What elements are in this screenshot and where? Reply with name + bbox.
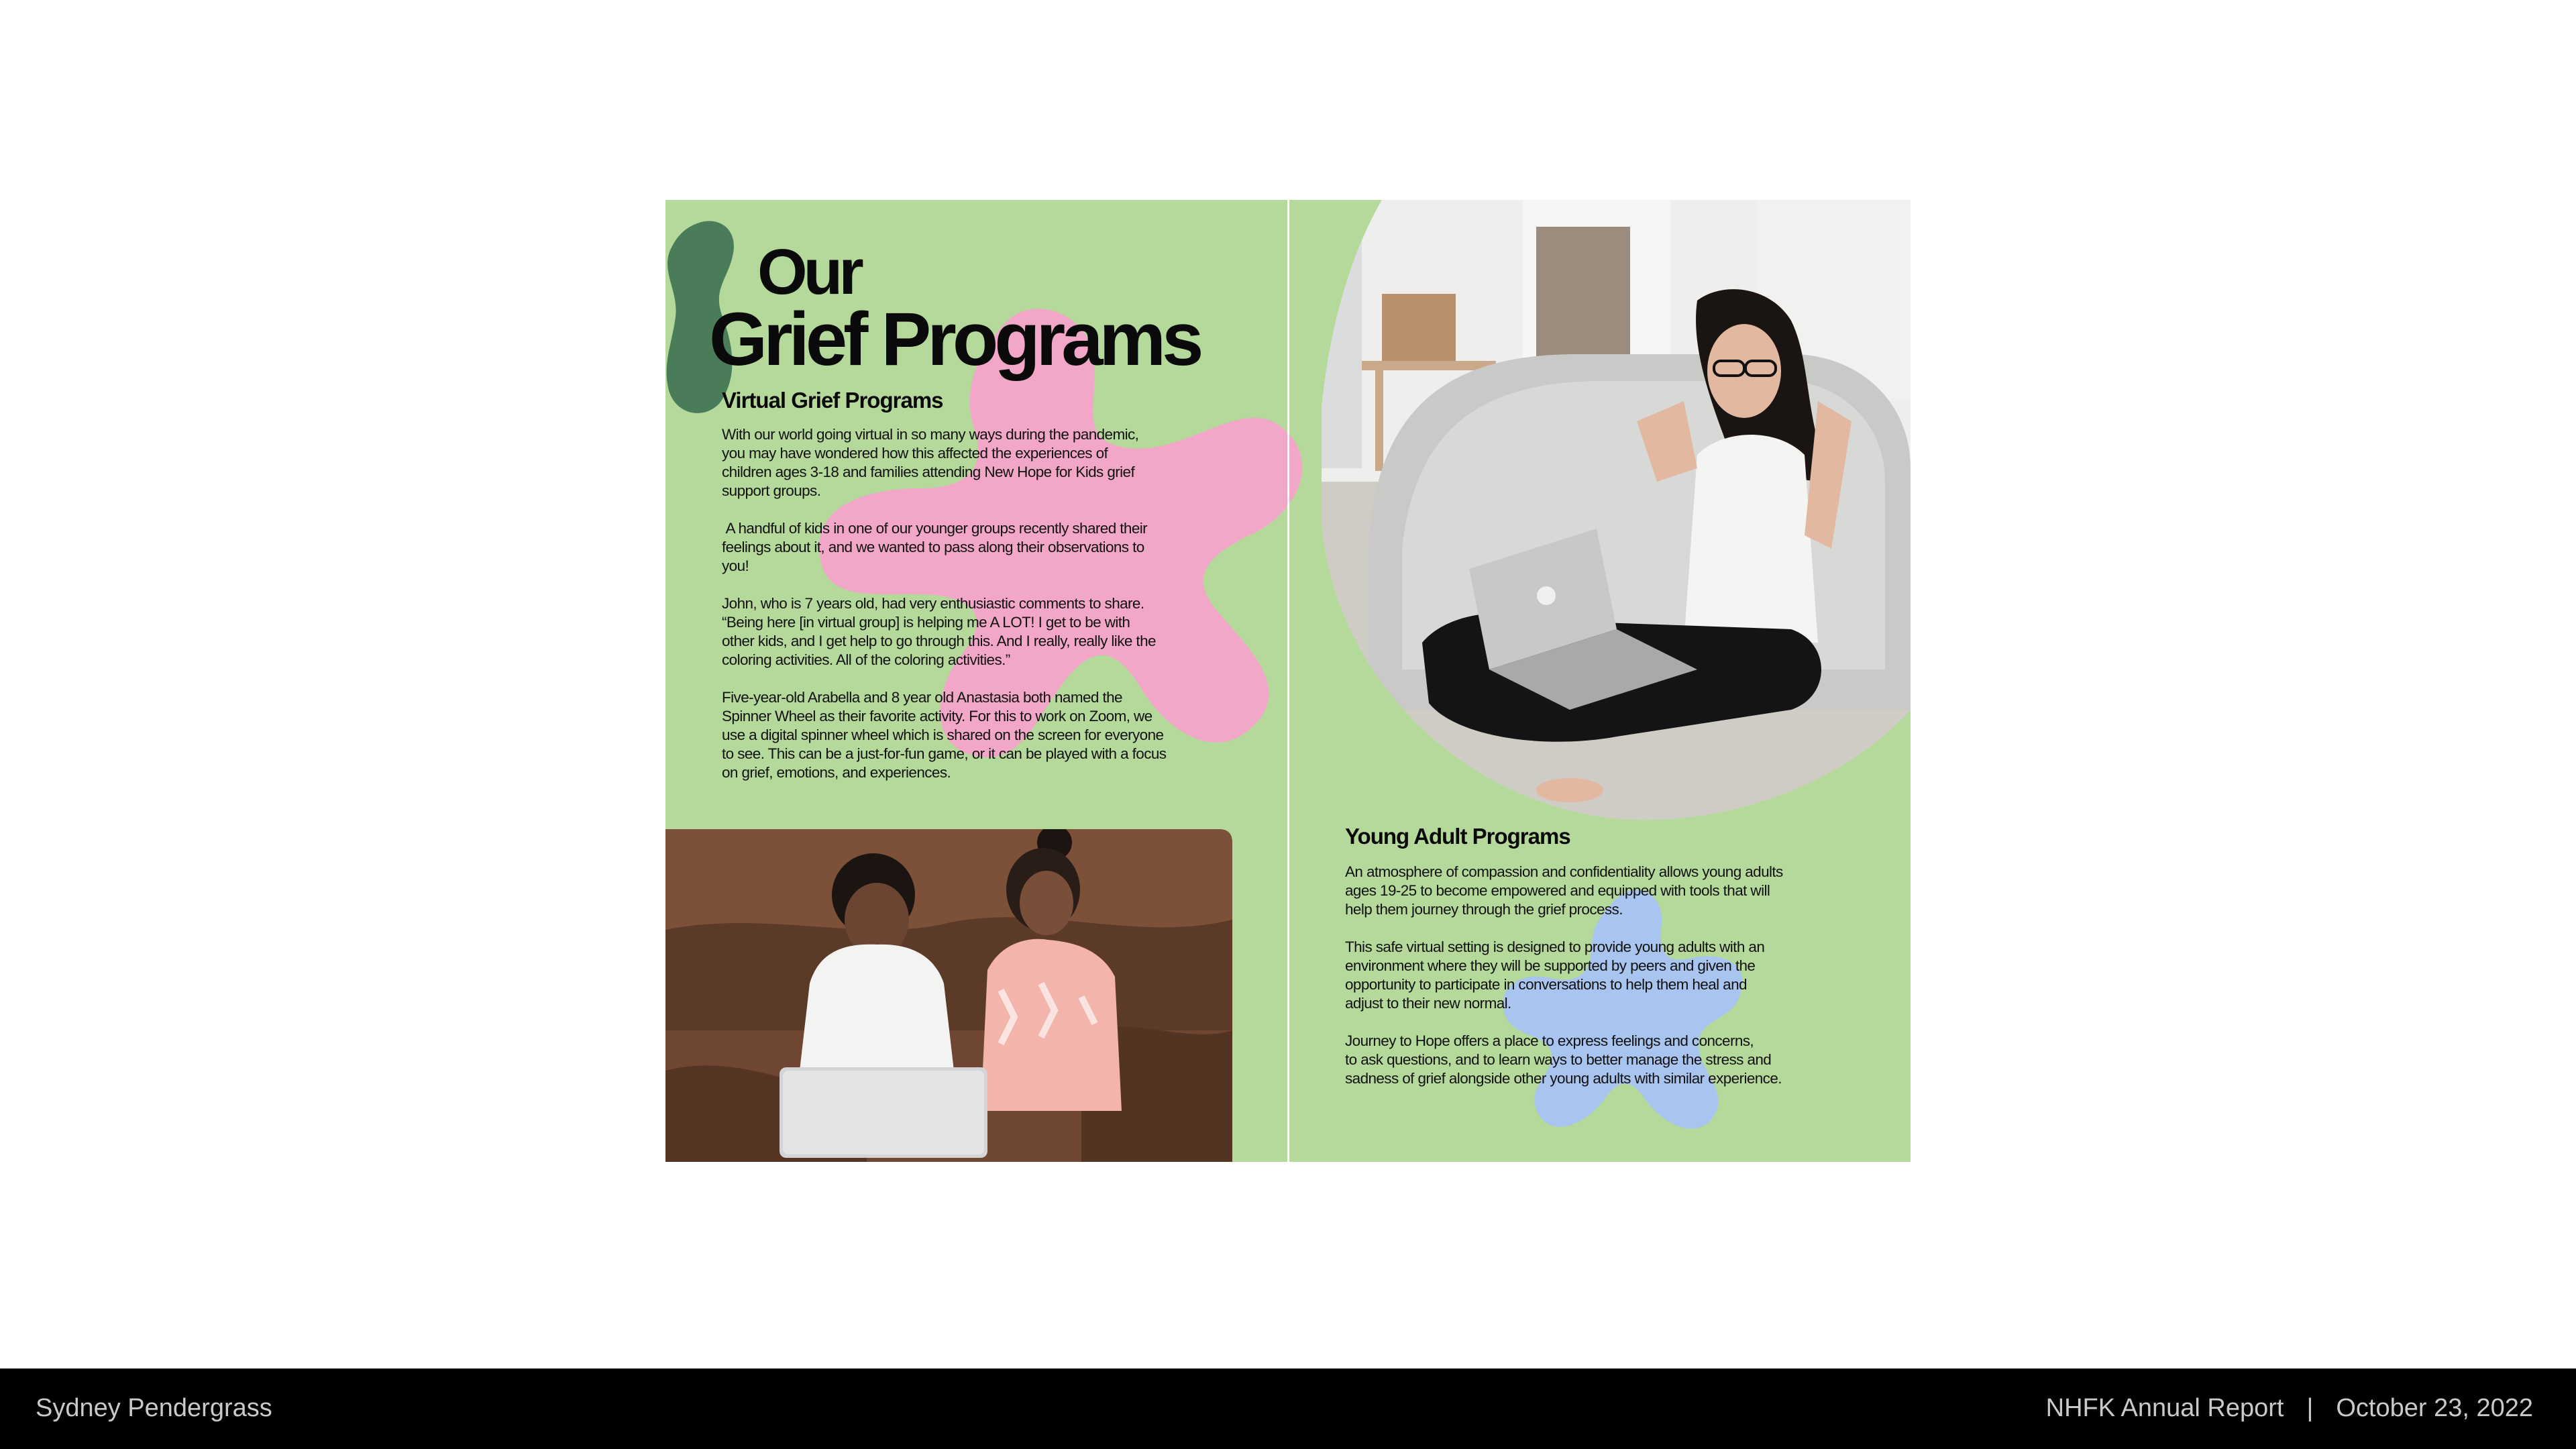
slide-footer [0, 1368, 2576, 1449]
footer-separator: | [2306, 1394, 2314, 1422]
young-adult-paragraph-1: An atmosphere of compassion and confidentiality allows young adults ages 19-25 to become empowered and equipped with tools that will help them journey through the grief process. [1345, 863, 1783, 918]
young-adult-programs-heading: Young Adult Programs [1345, 824, 1570, 849]
title-line-1: Our [757, 236, 860, 308]
virtual-paragraph-2: A handful of kids in one of our younger groups recently shared their feelings about it, and we wanted to pass along their observations to you! [722, 520, 1148, 574]
virtual-programs-heading: Virtual Grief Programs [722, 388, 943, 413]
footer-report-name: NHFK Annual Report [2045, 1394, 2284, 1422]
title-line-2: Grief Programs [709, 297, 1200, 381]
virtual-paragraph-3: John, who is 7 years old, had very enthusiastic comments to share. “Being here [in virtual group] is helping me A LOT! I get to be with other kids, and I get help to go through this. And I really, really like the coloring activities. All of the coloring activities.” [722, 595, 1156, 668]
footer-meta [2046, 1394, 2533, 1423]
young-adult-paragraph-2: This safe virtual setting is designed to provide young adults with an environment where they will be supported by peers and given the opportunity to participate in conversations to help them heal and adjust to their new normal. [1345, 938, 1765, 1012]
center-fold [1287, 200, 1289, 1162]
young-adult-programs-text [1345, 863, 1882, 1107]
virtual-paragraph-1: With our world going virtual in so many ways during the pandemic, you may have wondered how this affected the experiences of children ages 3-18 and families attending New Hope for Kids grief support groups. [722, 426, 1139, 499]
photo-children-laptop [665, 829, 1232, 1162]
page-title [709, 236, 1200, 381]
footer-author: Sydney Pendergrass [36, 1394, 272, 1422]
virtual-programs-text [722, 425, 1245, 801]
virtual-paragraph-4: Five-year-old Arabella and 8 year old Anastasia both named the Spinner Wheel as their favorite activity. For this to work on Zoom, we use a digital spinner wheel which is shared on the screen for everyone to see. This can be a just-for-fun game, or it can be played with a focus on grief, emotions, and experiences. [722, 689, 1167, 781]
photo-woman-laptop [1322, 200, 1911, 824]
brochure-spread [665, 200, 1911, 1162]
young-adult-paragraph-3: Journey to Hope offers a place to express feelings and concerns, to ask questions, and to learn ways to better manage the stress and sadness of grief alongside other young adults with similar experience. [1345, 1032, 1782, 1087]
footer-date: October 23, 2022 [2336, 1394, 2533, 1422]
